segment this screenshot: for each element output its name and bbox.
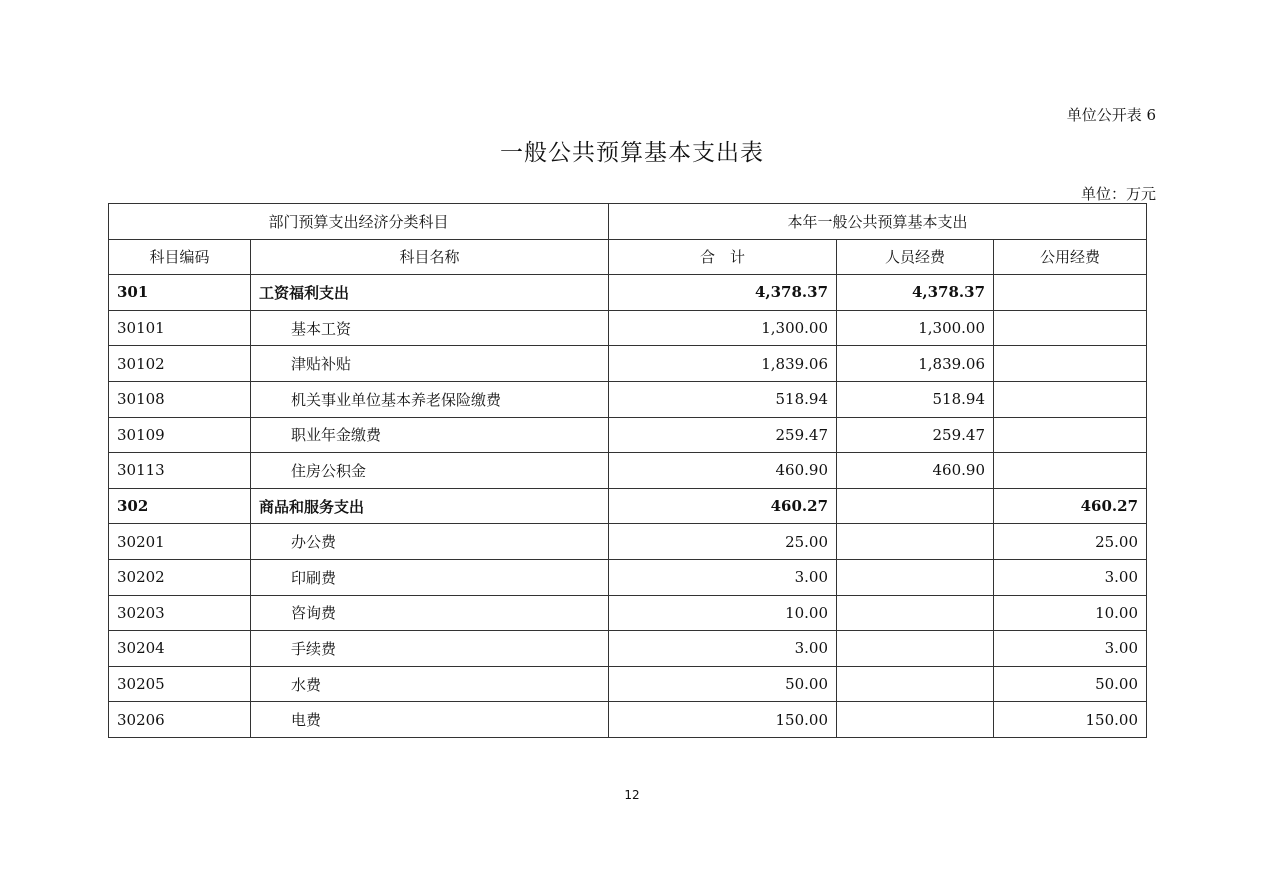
- cell-name: 职业年金缴费: [251, 417, 609, 453]
- table-row: [109, 417, 1147, 453]
- cell-public: 150.00: [994, 702, 1147, 738]
- table-row: [109, 275, 1147, 311]
- table-row: [109, 453, 1147, 489]
- cell-personnel: [837, 559, 994, 595]
- cell-personnel: [837, 595, 994, 631]
- cell-name: 基本工资: [251, 310, 609, 346]
- cell-code: 30102: [109, 346, 251, 382]
- table-number: 单位公开表 6: [1066, 106, 1156, 124]
- cell-code: 30113: [109, 453, 251, 489]
- cell-public: 25.00: [994, 524, 1147, 560]
- header-code: 科目编码: [109, 239, 251, 275]
- header-row-group: [109, 204, 1147, 240]
- header-public: 公用经费: [994, 239, 1147, 275]
- cell-code: 30108: [109, 381, 251, 417]
- table-body: [109, 275, 1147, 738]
- cell-personnel: 4,378.37: [837, 275, 994, 311]
- cell-name: 住房公积金: [251, 453, 609, 489]
- cell-public: [994, 417, 1147, 453]
- cell-total: 1,300.00: [609, 310, 837, 346]
- cell-public: [994, 310, 1147, 346]
- table-row: [109, 488, 1147, 524]
- page-title: 一般公共预算基本支出表: [500, 140, 764, 166]
- cell-personnel: [837, 631, 994, 667]
- cell-total: 4,378.37: [609, 275, 837, 311]
- cell-total: 518.94: [609, 381, 837, 417]
- table-row: [109, 702, 1147, 738]
- cell-personnel: 518.94: [837, 381, 994, 417]
- cell-name: 津贴补贴: [251, 346, 609, 382]
- cell-name: 手续费: [251, 631, 609, 667]
- cell-personnel: 259.47: [837, 417, 994, 453]
- cell-code: 302: [109, 488, 251, 524]
- cell-personnel: 1,300.00: [837, 310, 994, 346]
- cell-code: 30109: [109, 417, 251, 453]
- header-name: 科目名称: [251, 239, 609, 275]
- cell-total: 10.00: [609, 595, 837, 631]
- cell-name: 水费: [251, 666, 609, 702]
- cell-name: 办公费: [251, 524, 609, 560]
- cell-public: 3.00: [994, 559, 1147, 595]
- cell-total: 460.27: [609, 488, 837, 524]
- table-row: [109, 524, 1147, 560]
- table-row: [109, 559, 1147, 595]
- cell-personnel: [837, 666, 994, 702]
- cell-public: 10.00: [994, 595, 1147, 631]
- cell-name: 商品和服务支出: [251, 488, 609, 524]
- cell-total: 460.90: [609, 453, 837, 489]
- header-personnel: 人员经费: [837, 239, 994, 275]
- cell-public: [994, 346, 1147, 382]
- cell-code: 30206: [109, 702, 251, 738]
- table-row: [109, 631, 1147, 667]
- cell-public: [994, 453, 1147, 489]
- cell-total: 25.00: [609, 524, 837, 560]
- cell-total: 3.00: [609, 631, 837, 667]
- cell-personnel: [837, 524, 994, 560]
- cell-code: 30201: [109, 524, 251, 560]
- cell-code: 301: [109, 275, 251, 311]
- cell-public: [994, 275, 1147, 311]
- cell-public: 3.00: [994, 631, 1147, 667]
- header-economic-classification: 部门预算支出经济分类科目: [109, 204, 609, 240]
- cell-code: 30204: [109, 631, 251, 667]
- cell-code: 30202: [109, 559, 251, 595]
- cell-total: 3.00: [609, 559, 837, 595]
- page-number: 12: [624, 788, 640, 802]
- cell-name: 机关事业单位基本养老保险缴费: [251, 381, 609, 417]
- cell-public: 460.27: [994, 488, 1147, 524]
- budget-table: [108, 203, 1147, 738]
- cell-name: 印刷费: [251, 559, 609, 595]
- cell-name: 电费: [251, 702, 609, 738]
- cell-code: 30205: [109, 666, 251, 702]
- unit-label: 单位：万元: [1080, 185, 1156, 203]
- table-row: [109, 346, 1147, 382]
- cell-public: [994, 381, 1147, 417]
- header-row-columns: [109, 239, 1147, 275]
- cell-total: 1,839.06: [609, 346, 837, 382]
- cell-personnel: [837, 488, 994, 524]
- cell-public: 50.00: [994, 666, 1147, 702]
- cell-personnel: [837, 702, 994, 738]
- cell-personnel: 460.90: [837, 453, 994, 489]
- cell-total: 259.47: [609, 417, 837, 453]
- table-row: [109, 381, 1147, 417]
- table-row: [109, 310, 1147, 346]
- cell-name: 咨询费: [251, 595, 609, 631]
- table-row: [109, 595, 1147, 631]
- cell-code: 30203: [109, 595, 251, 631]
- header-basic-expenditure: 本年一般公共预算基本支出: [609, 204, 1147, 240]
- cell-total: 150.00: [609, 702, 837, 738]
- table-row: [109, 666, 1147, 702]
- cell-name: 工资福利支出: [251, 275, 609, 311]
- header-total: 合 计: [609, 239, 837, 275]
- cell-code: 30101: [109, 310, 251, 346]
- cell-personnel: 1,839.06: [837, 346, 994, 382]
- cell-total: 50.00: [609, 666, 837, 702]
